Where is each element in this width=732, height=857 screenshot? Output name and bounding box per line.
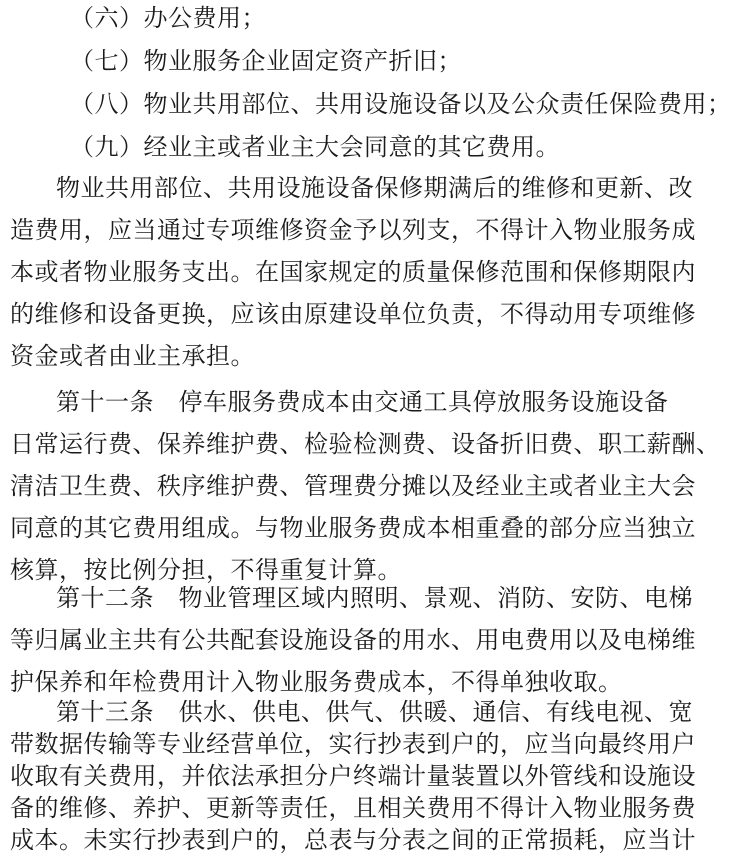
paragraph-1-line-5: 资金或者由业主承担。 xyxy=(10,342,255,370)
article-13-line-1: 第十三条 供水、供电、供气、供暖、通信、有线电视、宽 xyxy=(56,698,693,726)
article-11-line-1: 第十一条 停车服务费成本由交通工具停放服务设施设备 xyxy=(56,388,669,416)
paragraph-1-line-3: 本或者物业服务支出。在国家规定的质量保修范围和保修期限内 xyxy=(10,258,696,286)
article-12-line-3: 护保养和年检费用计入物业服务费成本，不得单独收取。 xyxy=(10,668,623,696)
article-13-line-4: 备的维修、养护、更新等责任，且相关费用不得计入物业服务费 xyxy=(10,794,696,822)
paragraph-1-line-1: 物业共用部位、共用设施设备保修期满后的维修和更新、改 xyxy=(56,174,693,202)
list-item-9: （九）经业主或者业主大会同意的其它费用。 xyxy=(70,133,560,161)
article-12-line-1: 第十二条 物业管理区域内照明、景观、消防、安防、电梯 xyxy=(56,584,693,612)
list-item-8: （八）物业共用部位、共用设施设备以及公众责任保险费用； xyxy=(70,90,732,118)
article-13-line-3: 收取有关费用，并依法承担分户终端计量装置以外管线和设施设 xyxy=(10,762,696,790)
article-12-line-2: 等归属业主共有公共配套设施设备的用水、用电费用以及电梯维 xyxy=(10,626,696,654)
article-11-line-5: 核算，按比例分担，不得重复计算。 xyxy=(10,556,402,584)
paragraph-1-line-2: 造费用，应当通过专项维修资金予以列支，不得计入物业服务成 xyxy=(10,216,696,244)
list-item-7: （七）物业服务企业固定资产折旧； xyxy=(70,47,462,75)
article-11-line-4: 同意的其它费用组成。与物业服务费成本相重叠的部分应当独立 xyxy=(10,514,696,542)
article-11-line-3: 清洁卫生费、秩序维护费、管理费分摊以及经业主或者业主大会 xyxy=(10,472,696,500)
article-13-line-5: 成本。未实行抄表到户的，总表与分表之间的正常损耗，应当计 xyxy=(10,826,696,854)
article-11-line-2: 日常运行费、保养维护费、检验检测费、设备折旧费、职工薪酬、 xyxy=(10,430,721,458)
paragraph-1-line-4: 的维修和设备更换，应该由原建设单位负责，不得动用专项维修 xyxy=(10,300,696,328)
list-item-6: （六）办公费用； xyxy=(70,4,266,32)
article-13-line-2: 带数据传输等专业经营单位，实行抄表到户的，应当向最终用户 xyxy=(10,730,696,758)
